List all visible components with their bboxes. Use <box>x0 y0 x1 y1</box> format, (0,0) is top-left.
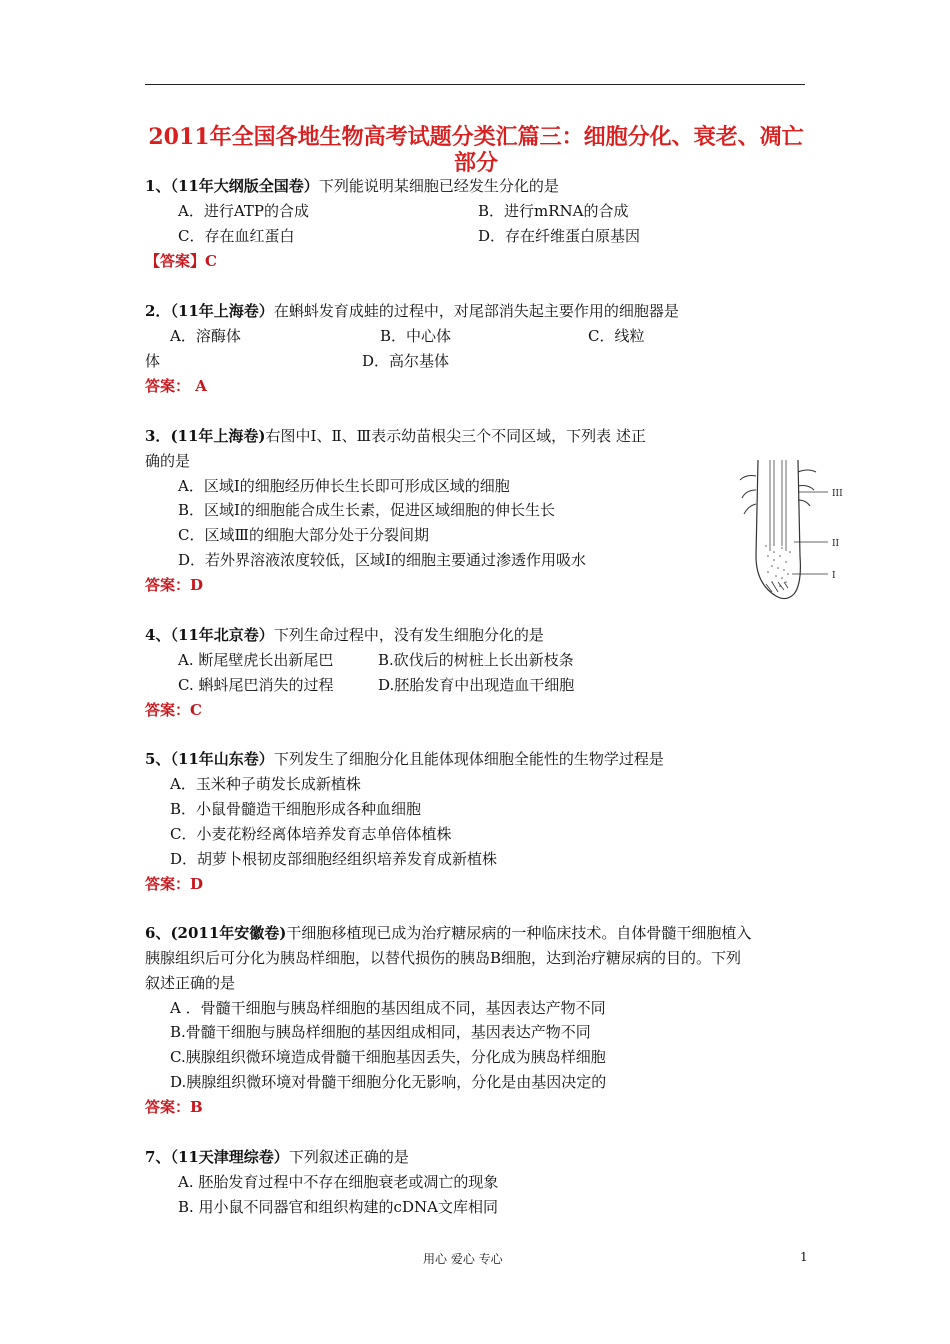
page-number: 1 <box>800 1250 808 1264</box>
q2-option-c-continued: 体 <box>145 352 161 370</box>
question-number: 3． <box>145 427 171 445</box>
question-number: 1、 <box>145 177 171 195</box>
q3-option-d: D．若外界溶液浓度较低，区域Ⅰ的细胞主要通过渗透作用吸水 <box>178 551 586 569</box>
question-5-stem <box>145 749 664 769</box>
question-text: 右图中Ⅰ、Ⅱ、Ⅲ表示幼苗根尖三个不同区域，下列表 述正 <box>265 427 646 445</box>
q1-option-d: D．存在纤维蛋白原基因 <box>478 227 641 245</box>
question-number: 6、 <box>145 924 171 942</box>
q1-option-b: B．进行mRNA的合成 <box>478 202 629 220</box>
q1-option-c: C．存在血红蛋白 <box>178 227 295 245</box>
q4-option-b: B.砍伐后的树桩上长出新枝条 <box>378 651 574 669</box>
q6-option-d: D.胰腺组织微环境对骨髓干细胞分化无影响，分化是由基因决定的 <box>170 1073 607 1091</box>
question-source: (11年上海卷) <box>170 427 266 445</box>
question-6-stem-line-3: 叙述正确的是 <box>145 974 236 992</box>
q7-option-b: B. 用小鼠不同器官和组织构建的cDNA文库相同 <box>178 1198 498 1216</box>
question-text: 下列发生了细胞分化且能体现体细胞全能性的生物学过程是 <box>273 750 664 768</box>
header-rule <box>145 84 805 85</box>
question-source: （11天津理综卷） <box>170 1148 289 1166</box>
q3-option-b: B．区域Ⅰ的细胞能合成生长素，促进区域细胞的伸长生长 <box>178 501 555 519</box>
q5-answer: 答案：D <box>145 875 204 893</box>
q4-option-c: C. 蝌蚪尾巴消失的过程 <box>178 676 334 694</box>
q3-answer: 答案：D <box>145 576 204 594</box>
question-3-stem-continued: 确的是 <box>145 452 191 470</box>
q2-option-c: C．线粒 <box>588 327 645 345</box>
question-source: （11年上海卷） <box>170 302 274 320</box>
q3-option-c: C．区域Ⅲ的细胞大部分处于分裂间期 <box>178 526 429 544</box>
question-source: （11年北京卷） <box>170 626 274 644</box>
q6-answer: 答案：B <box>145 1098 203 1116</box>
question-source: （11年大纲版全国卷） <box>170 177 319 195</box>
question-1-stem <box>145 176 559 196</box>
question-number: 7、 <box>145 1148 171 1166</box>
q3-option-a: A．区域Ⅰ的细胞经历伸长生长即可形成区域的细胞 <box>178 477 510 495</box>
q5-option-a: A．玉米种子萌发长成新植株 <box>170 775 361 793</box>
q7-option-a: A. 胚胎发育过程中不存在细胞衰老或凋亡的现象 <box>178 1173 499 1191</box>
root-tip-figure <box>738 456 858 606</box>
figure-label-iii: III <box>832 489 843 499</box>
q4-option-a: A. 断尾壁虎长出新尾巴 <box>178 651 334 669</box>
question-number: 2． <box>145 302 171 320</box>
page-title: 2011年全国各地生物高考试题分类汇篇三：细胞分化、衰老、凋亡部分 <box>148 124 804 176</box>
q2-option-a: A．溶酶体 <box>170 327 241 345</box>
question-text: 下列能说明某细胞已经发生分化的是 <box>318 177 559 195</box>
question-7-stem <box>145 1147 409 1167</box>
root-tip-illustration <box>738 456 858 606</box>
q6-option-b: B.骨髓干细胞与胰岛样细胞的基因组成相同，基因表达产物不同 <box>170 1023 591 1041</box>
question-number: 5、 <box>145 750 171 768</box>
q1-answer: 【答案】C <box>145 252 217 270</box>
question-2-stem <box>145 301 679 321</box>
question-text: 下列叙述正确的是 <box>288 1148 409 1166</box>
question-4-stem <box>145 625 544 645</box>
q2-option-b: B．中心体 <box>380 327 452 345</box>
question-text: 干细胞移植现已成为治疗糖尿病的一种临床技术。自体骨髓干细胞植入 <box>286 924 752 942</box>
q5-option-b: B．小鼠骨髓造干细胞形成各种血细胞 <box>170 800 422 818</box>
question-6-stem <box>145 923 751 943</box>
footer-motto: 用心 爱心 专心 <box>423 1252 503 1266</box>
question-source: （11年山东卷） <box>170 750 274 768</box>
q1-option-a: A．进行ATP的合成 <box>178 202 309 220</box>
question-source: (2011年安徽卷) <box>170 924 287 942</box>
q6-option-c: C.胰腺组织微环境造成骨髓干细胞基因丢失，分化成为胰岛样细胞 <box>170 1048 606 1066</box>
question-text: 在蝌蚪发育成蛙的过程中，对尾部消失起主要作用的细胞器是 <box>273 302 679 320</box>
question-number: 4、 <box>145 626 171 644</box>
figure-label-i: I <box>832 571 836 581</box>
q5-option-d: D．胡萝卜根韧皮部细胞经组织培养发育成新植株 <box>170 850 498 868</box>
question-3-stem <box>145 426 646 446</box>
q6-option-a: A ．骨髓干细胞与胰岛样细胞的基因组成不同，基因表达产物不同 <box>170 999 606 1017</box>
q2-option-d: D．高尔基体 <box>362 352 450 370</box>
q4-option-d: D.胚胎发育中出现造血干细胞 <box>378 676 575 694</box>
question-6-stem-line-2: 胰腺组织后可分化为胰岛样细胞，以替代损伤的胰岛B细胞，达到治疗糖尿病的目的。下列 <box>145 949 742 967</box>
question-text: 下列生命过程中，没有发生细胞分化的是 <box>273 626 544 644</box>
q5-option-c: C．小麦花粉经离体培养发育志单倍体植株 <box>170 825 452 843</box>
q4-answer: 答案：C <box>145 701 202 719</box>
q2-answer: 答案： A <box>145 377 207 395</box>
figure-label-ii: II <box>832 539 840 549</box>
